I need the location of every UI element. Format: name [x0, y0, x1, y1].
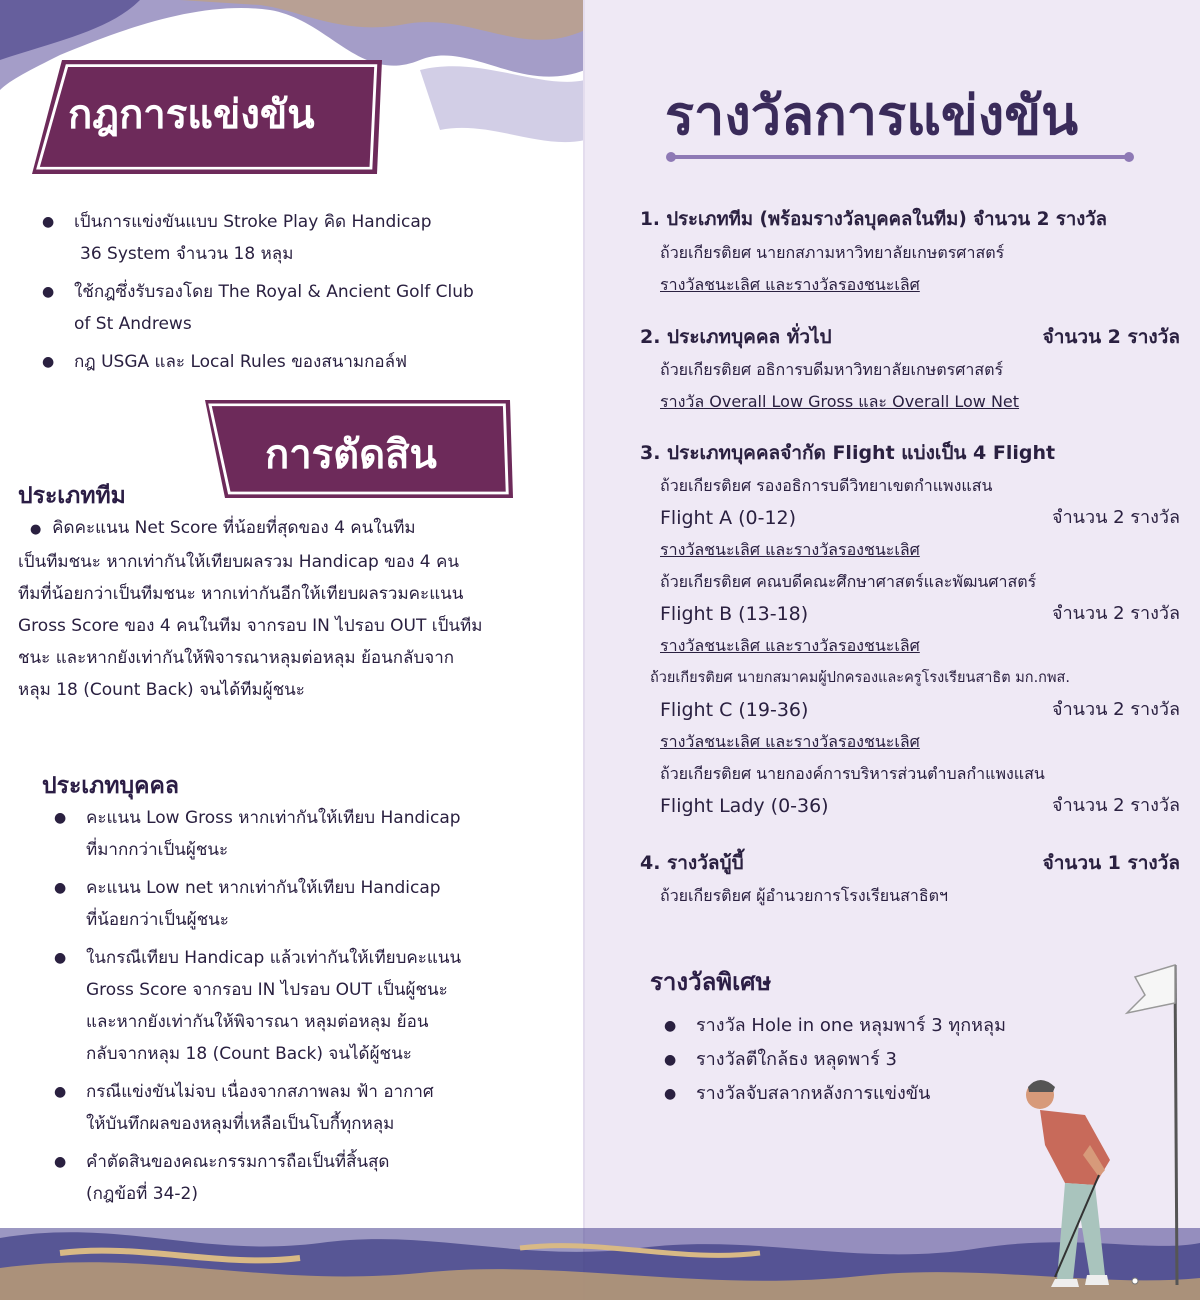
list-item: ● กรณีแข่งขันไม่จบ เนื่องจากสภาพลม ฟ้า อากาศ ให้บันทึกผลของหลุมที่เหลือเป็นโบกี้ทุกหลุม	[50, 1076, 570, 1140]
rules-panel	[0, 0, 585, 1300]
list-item: ● รางวัลตีใกล้ธง หลุดพาร์ 3	[660, 1044, 1080, 1076]
list-item: ● ในกรณีเทียบ Handicap แล้วเท่ากันให้เทียบคะแนน Gross Score จากรอบ IN ไปรอบ OUT เป็นผู้ชนะ และหากยังเท่ากันให้พิจารณา หลุมต่อหลุม ย้อน กลับจากหลุม 18 (Count Back) จนได้ผู้ชนะ	[50, 942, 570, 1070]
list-item: ● รางวัลจับสลากหลังการแข่งขัน	[660, 1078, 1080, 1110]
flight-b-row: Flight B (13-18) จำนวน 2 รางวัล	[660, 603, 1180, 625]
list-item: ● คะแนน Low net หากเท่ากันให้เทียบ Handicap ที่น้อยกว่าเป็นผู้ชนะ	[50, 872, 570, 936]
flight-lady-row: Flight Lady (0-36) จำนวน 2 รางวัล	[660, 795, 1180, 817]
list-item: ● ใช้กฎซึ่งรับรองโดย The Royal & Ancient Golf Club of St Andrews	[38, 276, 568, 340]
team-heading: ประเภททีม	[18, 483, 126, 509]
individual-heading: ประเภทบุคคล	[42, 773, 179, 799]
team-rules: ● คิดคะแนน Net Score ที่น้อยที่สุดของ 4 คนในทีม เป็นทีมชนะ หากเท่ากันให้เทียบผลรวม Handicap ของ 4 คน ทีมที่น้อยกว่าเป็นทีมชนะ หากเท่ากันอีกให้เทียบผลรวมคะแนน Gross Score ของ 4 คนในทีม จากรอบ IN ไปรอบ OUT เป็นทีม ชนะ และหากยังเท่ากันให้พิจารณาหลุมต่อหลุม ย้อนกลับจาก หลุม 18 (Count Back) จนได้ทีมผู้ชนะ	[18, 518, 483, 700]
rules-list	[38, 206, 568, 384]
list-item: ● คะแนน Low Gross หากเท่ากันให้เทียบ Handicap ที่มากกว่าเป็นผู้ชนะ	[50, 802, 570, 866]
flight-c-row: Flight C (19-36) จำนวน 2 รางวัล	[660, 699, 1180, 721]
list-item: ● กฎ USGA และ Local Rules ของสนามกอล์ฟ	[38, 346, 568, 378]
title-rule	[665, 150, 1135, 164]
list-item: ● เป็นการแข่งขันแบบ Stroke Play คิด Handicap 36 System จำนวน 18 หลุม	[38, 206, 568, 270]
list-item: ● รางวัล Hole in one หลุมพาร์ 3 ทุกหลุม	[660, 1010, 1080, 1042]
awards-title: รางวัลการแข่งขัน	[665, 84, 1079, 147]
award-booby: 4. รางวัลบู้บี้ จำนวน 1 รางวัล ถ้วยเกียรติยศ ผู้อำนวยการโรงเรียนสาธิตฯ	[640, 852, 1180, 905]
flight-a-row: Flight A (0-12) จำนวน 2 รางวัล	[660, 507, 1180, 529]
judging-title: การตัดสิน	[265, 432, 437, 478]
judging-banner	[205, 398, 515, 500]
individual-list	[50, 802, 570, 1216]
award-individual: 2. ประเภทบุคคล ทั่วไป จำนวน 2 รางวัล ถ้วยเกียรติยศ อธิการบดีมหาวิทยาลัยเกษตรศาสตร์ รางวัล Overall Low Gross และ Overall Low Net	[640, 326, 1180, 411]
rules-title: กฎการแข่งขัน	[68, 92, 315, 138]
list-item: ● คำตัดสินของคณะกรรมการถือเป็นที่สิ้นสุด (กฎข้อที่ 34-2)	[50, 1146, 570, 1210]
rules-banner	[32, 56, 412, 176]
golfer-illustration	[995, 955, 1195, 1295]
special-heading: รางวัลพิเศษ	[650, 968, 772, 996]
award-team: 1. ประเภททีม (พร้อมรางวัลบุคคลในทีม) จำนวน 2 รางวัล ถ้วยเกียรติยศ นายกสภามหาวิทยาลัยเกษตรศาสตร์ รางวัลชนะเลิศ และรางวัลรองชนะเลิศ	[640, 209, 1108, 294]
award-flight: 3. ประเภทบุคคลจำกัด Flight แบ่งเป็น 4 Flight ถ้วยเกียรติยศ รองอธิการบดีวิทยาเขตกำแพงแสน Flight A (0-12) จำนวน 2 รางวัล รางวัลชนะเลิศ และรางวัลรองชนะเลิศ ถ้วยเกียรติยศ คณบดีคณะศึกษาศาสตร์และพัฒนศาสตร์ Flight B (13-18) จำนวน 2 รางวัล รางวัลชนะเลิศ และรางวัลรองชนะเลิศ ถ้วยเกียรติยศ นายกสมาคมผู้ปกครองและครูโรงเรียนสาธิต มก.กพส. Flight C (19-36) จำนวน 2 รางวัล รางวัลชนะเลิศ และรางวัลรองชนะเลิศ ถ้วยเกียรติยศ นายกองค์การบริหารส่วนตำบลกำแพงแสน Flight Lady (0-36) จำนวน 2 รางวัล	[640, 436, 1180, 822]
